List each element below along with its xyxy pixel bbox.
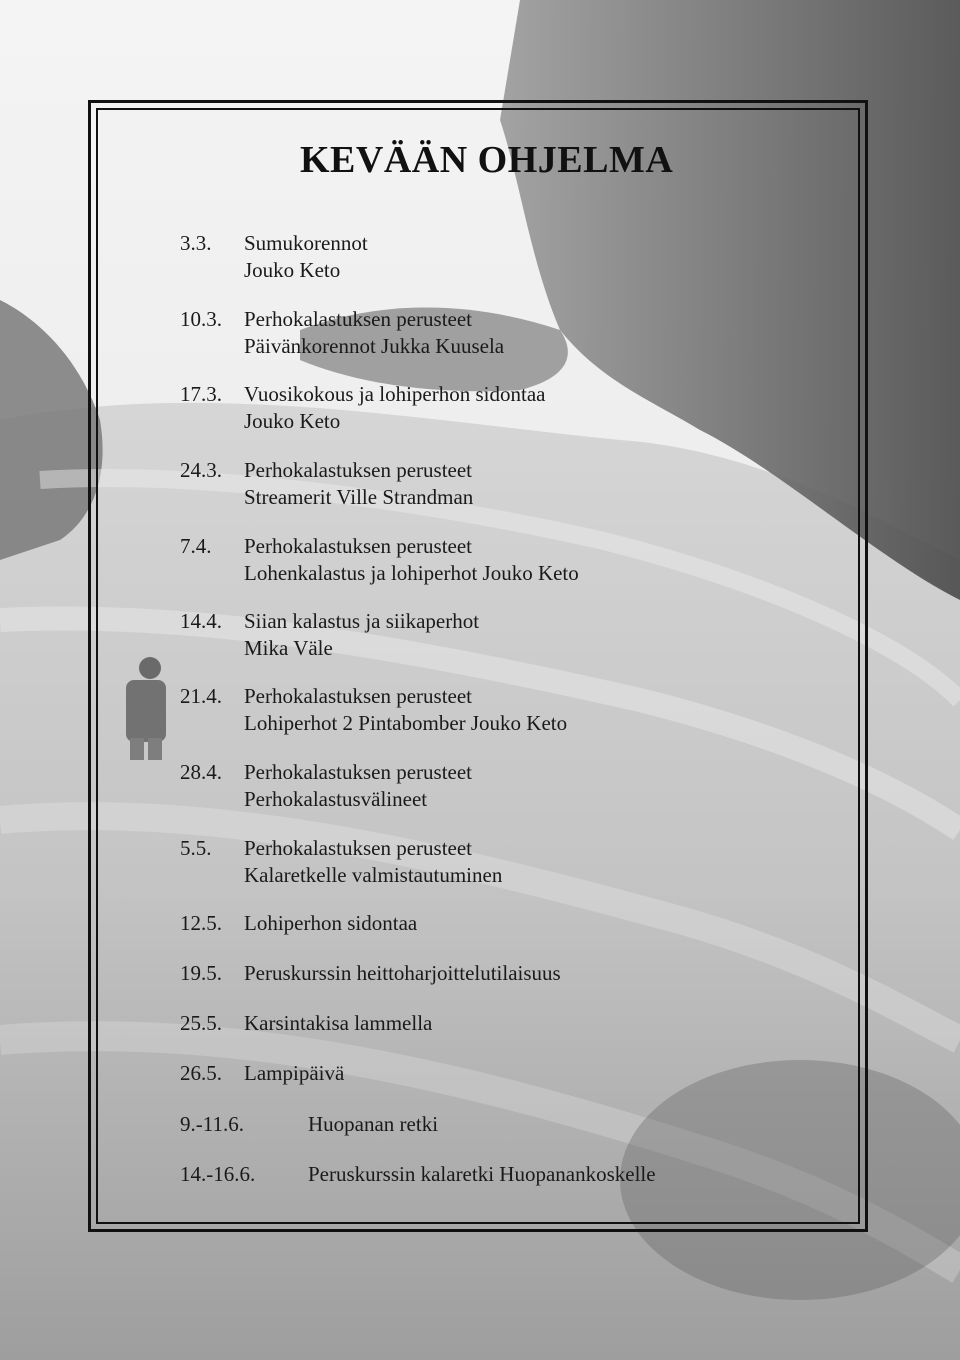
schedule-description [244,1010,432,1037]
schedule-line: Streamerit Ville Strandman [244,485,474,509]
schedule-line: Peruskurssin heittoharjoittelutilaisuus [244,961,561,985]
schedule-line: Jouko Keto [244,258,341,282]
schedule-date: 26.5. [180,1061,222,1085]
schedule-line: Vuosikokous ja lohiperhon sidontaa [244,382,546,406]
schedule-line: Huopanan retki [308,1112,439,1136]
schedule-line: Mika Väle [244,636,333,660]
schedule-line: Perhokalastuksen perusteet [244,836,473,860]
schedule-date: 12.5. [180,911,222,935]
schedule-description [244,608,479,662]
schedule-description [244,1060,344,1087]
schedule-date: 28.4. [180,760,222,784]
schedule-description [244,759,472,813]
inner-frame-border [96,108,860,1224]
schedule-date: 19.5. [180,961,222,985]
schedule-date: 14.4. [180,609,222,633]
schedule-line: Siian kalastus ja siikaperhot [244,609,480,633]
schedule-line: Perhokalastuksen perusteet [244,760,473,784]
schedule-description [244,960,561,987]
schedule-date: 10.3. [180,307,222,331]
schedule-date: 9.-11.6. [180,1112,244,1136]
schedule-date: 3.3. [180,231,212,255]
schedule-line: Karsintakisa lammella [244,1011,433,1035]
schedule-date: 24.3. [180,458,222,482]
schedule-description [244,835,502,889]
schedule-line: Perhokalastuksen perusteet [244,684,473,708]
schedule-line: Jouko Keto [244,409,341,433]
schedule-line: Päivänkorennot Jukka Kuusela [244,334,505,358]
schedule-line: Perhokalastusvälineet [244,787,428,811]
schedule-date: 5.5. [180,836,212,860]
schedule-line: Peruskurssin kalaretki Huopanankoskelle [308,1162,656,1186]
schedule-description [244,230,368,284]
schedule-date: 14.-16.6. [180,1162,256,1186]
schedule-description [308,1161,656,1188]
schedule-date: 21.4. [180,684,222,708]
schedule-description [244,533,579,587]
schedule-line: Kalaretkelle valmistautuminen [244,863,503,887]
schedule-line: Perhokalastuksen perusteet [244,458,473,482]
schedule-line: Perhokalastuksen perusteet [244,534,473,558]
schedule-date: 17.3. [180,382,222,406]
schedule-date: 7.4. [180,534,212,558]
schedule-description [308,1111,438,1138]
schedule-line: Lohiperhot 2 Pintabomber Jouko Keto [244,711,568,735]
schedule-description [244,381,545,435]
schedule-date: 25.5. [180,1011,222,1035]
schedule-line: Lohiperhon sidontaa [244,911,418,935]
schedule-line: Lampipäivä [244,1061,345,1085]
schedule-description [244,683,567,737]
schedule-description [244,457,473,511]
schedule-line: Lohenkalastus ja lohiperhot Jouko Keto [244,561,579,585]
schedule-line: Perhokalastuksen perusteet [244,307,473,331]
schedule-description [244,306,504,360]
page-title: KEVÄÄN OHJELMA [300,139,674,181]
schedule-line: Sumukorennot [244,231,368,255]
schedule-description [244,910,417,937]
